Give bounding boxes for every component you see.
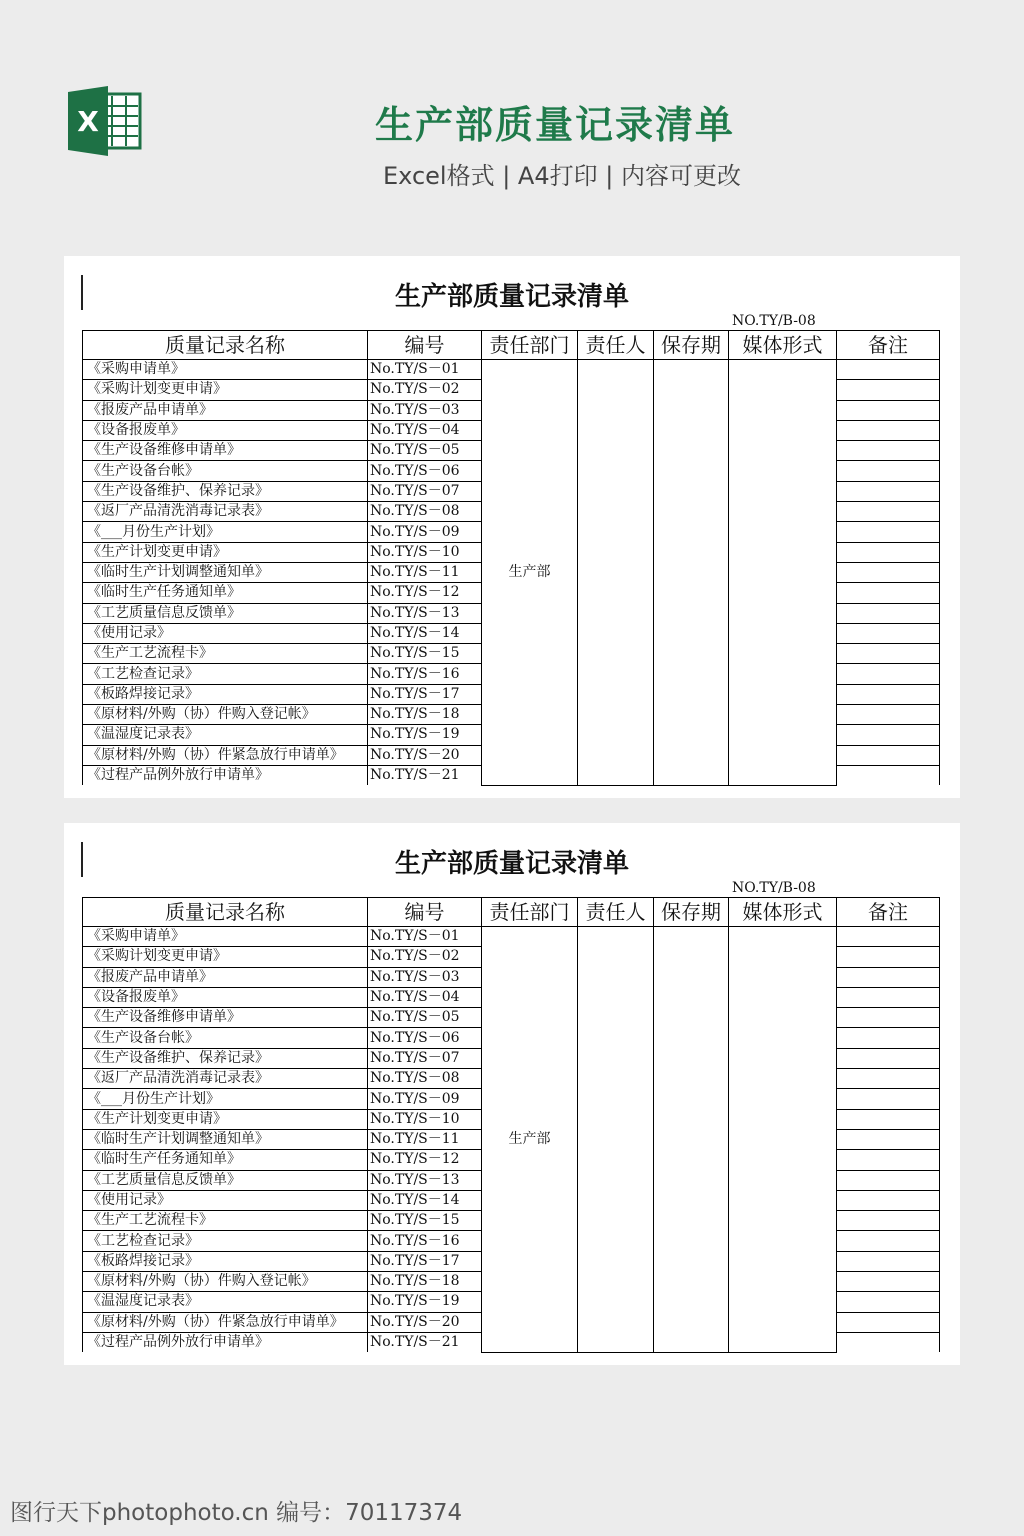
record-name: 《生产设备维修申请单》	[83, 1008, 368, 1028]
remarks-cell	[837, 400, 940, 420]
record-name: 《生产设备台帐》	[83, 461, 368, 481]
record-code: No.TY/S－17	[368, 684, 482, 704]
record-code: No.TY/S－20	[368, 745, 482, 765]
page-title: 生产部质量记录清单	[374, 103, 735, 147]
record-name: 《生产设备维护、保养记录》	[83, 481, 368, 501]
responsible-person-cell	[578, 927, 654, 1353]
record-code: No.TY/S－03	[368, 967, 482, 987]
record-name: 《采购申请单》	[83, 360, 368, 380]
record-name: 《温湿度记录表》	[83, 1292, 368, 1312]
remarks-cell	[837, 360, 940, 380]
record-name: 《___月份生产计划》	[83, 522, 368, 542]
record-code: No.TY/S－10	[368, 1109, 482, 1129]
record-table	[82, 330, 940, 786]
record-name: 《温湿度记录表》	[83, 725, 368, 745]
remarks-cell	[837, 947, 940, 967]
record-name: 《生产设备台帐》	[83, 1028, 368, 1048]
record-code: No.TY/S－01	[368, 927, 482, 947]
page-subtitle: Excel格式 | A4打印 | 内容可更改	[383, 162, 741, 190]
sheet-title: 生产部质量记录清单	[394, 282, 629, 312]
record-name: 《采购申请单》	[83, 927, 368, 947]
remarks-cell	[837, 765, 940, 785]
record-code: No.TY/S－11	[368, 1129, 482, 1149]
remarks-cell	[837, 644, 940, 664]
remarks-cell	[837, 1109, 940, 1129]
record-code: No.TY/S－09	[368, 522, 482, 542]
remarks-cell	[837, 1190, 940, 1210]
record-name: 《生产设备维护、保养记录》	[83, 1048, 368, 1068]
remarks-cell	[837, 664, 940, 684]
record-code: No.TY/S－07	[368, 1048, 482, 1068]
record-code: No.TY/S－16	[368, 664, 482, 684]
record-name: 《生产工艺流程卡》	[83, 644, 368, 664]
record-name: 《临时生产计划调整通知单》	[83, 1129, 368, 1149]
responsible-department: 生产部	[482, 927, 578, 1353]
remarks-cell	[837, 1089, 940, 1109]
record-table	[82, 897, 940, 1353]
record-code: No.TY/S－11	[368, 562, 482, 582]
record-name: 《报废产品申请单》	[83, 400, 368, 420]
remarks-cell	[837, 1069, 940, 1089]
remarks-cell	[837, 583, 940, 603]
record-code: No.TY/S－12	[368, 1150, 482, 1170]
column-header-name: 质量记录名称	[83, 898, 368, 927]
record-name: 《原材料/外购（协）件购入登记帐》	[83, 1272, 368, 1292]
remarks-cell	[837, 502, 940, 522]
record-code: No.TY/S－15	[368, 644, 482, 664]
column-header-code: 编号	[368, 331, 482, 360]
remarks-cell	[837, 1231, 940, 1251]
column-header-owner: 责任人	[578, 331, 654, 360]
record-code: No.TY/S－19	[368, 725, 482, 745]
record-name: 《生产计划变更申请》	[83, 542, 368, 562]
record-name: 《临时生产计划调整通知单》	[83, 562, 368, 582]
record-code: No.TY/S－14	[368, 623, 482, 643]
record-code: No.TY/S－18	[368, 705, 482, 725]
record-name: 《生产设备维修申请单》	[83, 441, 368, 461]
record-name: 《生产工艺流程卡》	[83, 1211, 368, 1231]
remarks-cell	[837, 1292, 940, 1312]
remarks-cell	[837, 441, 940, 461]
column-header-remarks: 备注	[837, 331, 940, 360]
record-name: 《设备报废单》	[83, 420, 368, 440]
record-code: No.TY/S－01	[368, 360, 482, 380]
remarks-cell	[837, 1048, 940, 1068]
remarks-cell	[837, 1332, 940, 1352]
column-header-department: 责任部门	[482, 331, 578, 360]
svg-text:X: X	[77, 105, 99, 138]
remarks-cell	[837, 967, 940, 987]
remarks-cell	[837, 461, 940, 481]
column-header-media: 媒体形式	[729, 331, 837, 360]
record-code: No.TY/S－10	[368, 542, 482, 562]
remarks-cell	[837, 927, 940, 947]
record-name: 《临时生产任务通知单》	[83, 583, 368, 603]
column-header-code: 编号	[368, 898, 482, 927]
watermark: 图行天下photophoto.cn 编号：70117374	[10, 1500, 463, 1526]
record-code: No.TY/S－05	[368, 1008, 482, 1028]
record-name: 《工艺检查记录》	[83, 664, 368, 684]
column-header-retention: 保存期	[654, 898, 729, 927]
record-name: 《使用记录》	[83, 1190, 368, 1210]
table-row	[83, 927, 940, 947]
remarks-cell	[837, 542, 940, 562]
column-header-name: 质量记录名称	[83, 331, 368, 360]
remarks-cell	[837, 705, 940, 725]
record-code: No.TY/S－07	[368, 481, 482, 501]
record-code: No.TY/S－14	[368, 1190, 482, 1210]
document-number: NO.TY/B-08	[732, 880, 816, 896]
record-code: No.TY/S－05	[368, 441, 482, 461]
record-code: No.TY/S－18	[368, 1272, 482, 1292]
record-code: No.TY/S－13	[368, 1170, 482, 1190]
record-name: 《采购计划变更申请》	[83, 380, 368, 400]
record-code: No.TY/S－19	[368, 1292, 482, 1312]
record-code: No.TY/S－21	[368, 1332, 482, 1352]
record-code: No.TY/S－15	[368, 1211, 482, 1231]
record-code: No.TY/S－13	[368, 603, 482, 623]
record-name: 《工艺检查记录》	[83, 1231, 368, 1251]
record-code: No.TY/S－04	[368, 987, 482, 1007]
remarks-cell	[837, 1272, 940, 1292]
record-code: No.TY/S－08	[368, 1069, 482, 1089]
remarks-cell	[837, 1028, 940, 1048]
remarks-cell	[837, 522, 940, 542]
record-code: No.TY/S－08	[368, 502, 482, 522]
column-header-media: 媒体形式	[729, 898, 837, 927]
media-cell	[729, 360, 837, 786]
record-name: 《___月份生产计划》	[83, 1089, 368, 1109]
record-code: No.TY/S－02	[368, 380, 482, 400]
table-row	[83, 360, 940, 380]
column-header-owner: 责任人	[578, 898, 654, 927]
record-name: 《临时生产任务通知单》	[83, 1150, 368, 1170]
column-header-department: 责任部门	[482, 898, 578, 927]
record-name: 《返厂产品清洗消毒记录表》	[83, 502, 368, 522]
record-code: No.TY/S－21	[368, 765, 482, 785]
column-header-retention: 保存期	[654, 331, 729, 360]
remarks-cell	[837, 481, 940, 501]
remarks-cell	[837, 603, 940, 623]
sheet-preview	[64, 823, 960, 1365]
remarks-cell	[837, 1008, 940, 1028]
record-code: No.TY/S－09	[368, 1089, 482, 1109]
sheet-title: 生产部质量记录清单	[394, 849, 629, 879]
record-code: No.TY/S－03	[368, 400, 482, 420]
remarks-cell	[837, 1129, 940, 1149]
remarks-cell	[837, 684, 940, 704]
record-name: 《报废产品申请单》	[83, 967, 368, 987]
remarks-cell	[837, 1170, 940, 1190]
record-name: 《生产计划变更申请》	[83, 1109, 368, 1129]
remarks-cell	[837, 1211, 940, 1231]
record-name: 《原材料/外购（协）件购入登记帐》	[83, 705, 368, 725]
record-name: 《工艺质量信息反馈单》	[83, 1170, 368, 1190]
responsible-department: 生产部	[482, 360, 578, 786]
record-code: No.TY/S－04	[368, 420, 482, 440]
record-code: No.TY/S－06	[368, 461, 482, 481]
record-code: No.TY/S－02	[368, 947, 482, 967]
record-code: No.TY/S－16	[368, 1231, 482, 1251]
record-name: 《返厂产品清洗消毒记录表》	[83, 1069, 368, 1089]
remarks-cell	[837, 623, 940, 643]
record-name: 《原材料/外购（协）件紧急放行申请单》	[83, 1312, 368, 1332]
remarks-cell	[837, 380, 940, 400]
remarks-cell	[837, 725, 940, 745]
record-name: 《原材料/外购（协）件紧急放行申请单》	[83, 745, 368, 765]
remarks-cell	[837, 1251, 940, 1271]
record-code: No.TY/S－12	[368, 583, 482, 603]
retention-cell	[654, 360, 729, 786]
retention-cell	[654, 927, 729, 1353]
responsible-person-cell	[578, 360, 654, 786]
record-name: 《过程产品例外放行申请单》	[83, 1332, 368, 1352]
remarks-cell	[837, 1150, 940, 1170]
column-header-remarks: 备注	[837, 898, 940, 927]
record-name: 《使用记录》	[83, 623, 368, 643]
remarks-cell	[837, 745, 940, 765]
remarks-cell	[837, 1312, 940, 1332]
remarks-cell	[837, 987, 940, 1007]
record-name: 《设备报废单》	[83, 987, 368, 1007]
document-number: NO.TY/B-08	[732, 313, 816, 329]
record-name: 《采购计划变更申请》	[83, 947, 368, 967]
record-code: No.TY/S－20	[368, 1312, 482, 1332]
remarks-cell	[837, 420, 940, 440]
record-code: No.TY/S－17	[368, 1251, 482, 1271]
record-name: 《过程产品例外放行申请单》	[83, 765, 368, 785]
record-name: 《板路焊接记录》	[83, 1251, 368, 1271]
record-name: 《板路焊接记录》	[83, 684, 368, 704]
remarks-cell	[837, 562, 940, 582]
media-cell	[729, 927, 837, 1353]
sheet-preview	[64, 256, 960, 798]
record-name: 《工艺质量信息反馈单》	[83, 603, 368, 623]
record-code: No.TY/S－06	[368, 1028, 482, 1048]
